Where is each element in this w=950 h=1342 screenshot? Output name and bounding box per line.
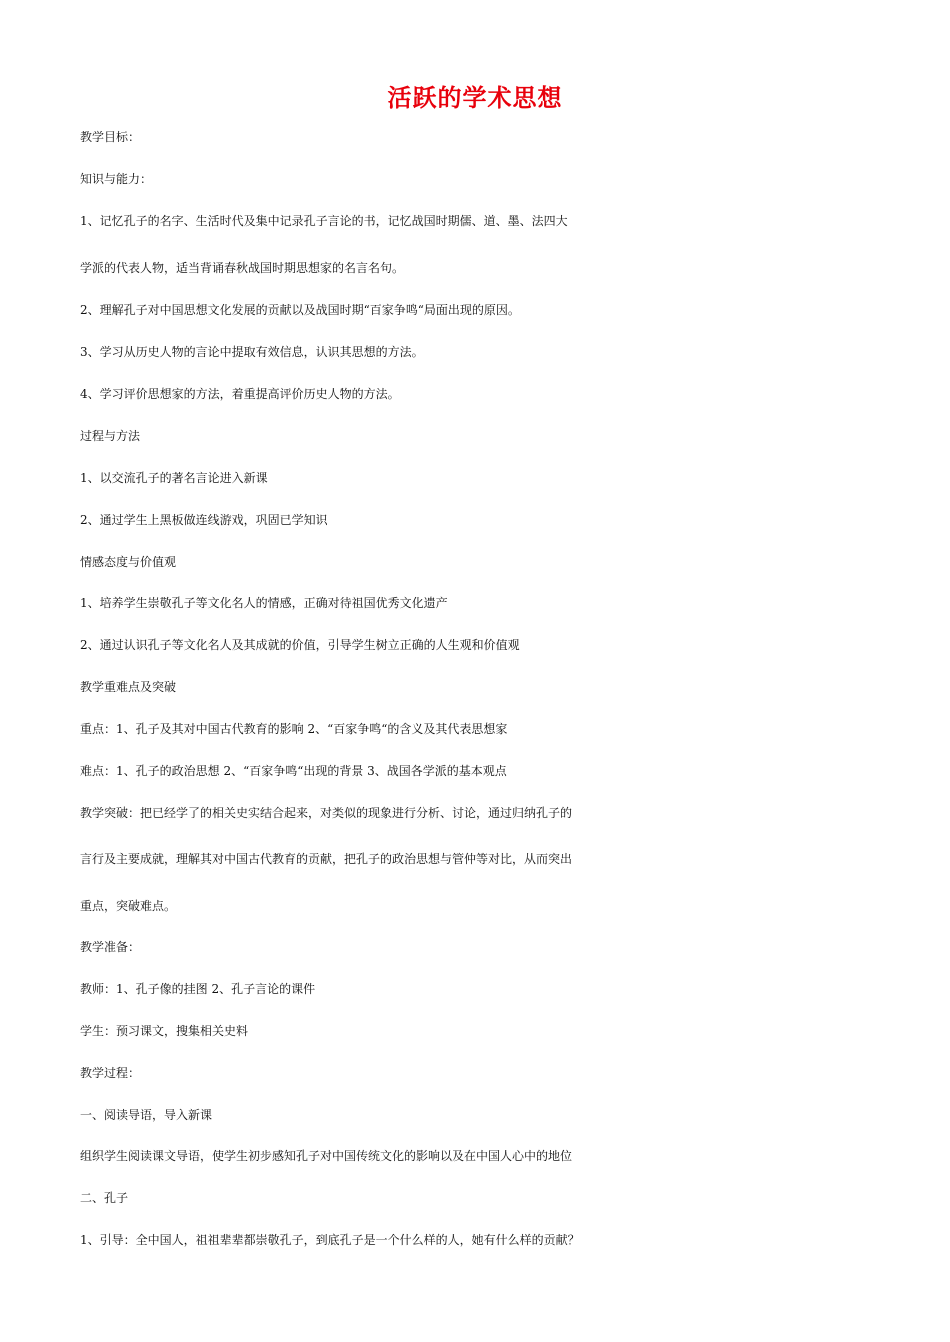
paragraph-line: 2、通过认识孔子等文化名人及其成就的价值，引导学生树立正确的人生观和价值观 [80,638,520,652]
paragraph-line: 教学突破：把已经学了的相关史实结合起来，对类似的现象进行分析、讨论，通过归纳孔子的 [80,806,573,820]
paragraph-line: 组织学生阅读课文导语，使学生初步感知孔子对中国传统文化的影响以及在中国人心中的地位 [80,1149,573,1163]
heading-teaching-preparation: 教学准备： [80,940,141,954]
paragraph-line: 3、学习从历史人物的言论中提取有效信息，认识其思想的方法。 [80,345,424,359]
section-heading: 二、孔子 [80,1191,129,1205]
heading-knowledge-ability: 知识与能力： [80,172,153,186]
section-heading: 一、阅读导语，导入新课 [80,1108,213,1122]
paragraph-line: 言行及主要成就，理解其对中国古代教育的贡献，把孔子的政治思想与管仲等对比，从而突出 [80,852,573,866]
paragraph-line: 2、通过学生上黑板做连线游戏，巩固已学知识 [80,513,328,527]
paragraph-line: 1、以交流孔子的著名言论进入新课 [80,471,268,485]
paragraph-line: 学派的代表人物，适当背诵春秋战国时期思想家的名言名句。 [80,261,405,275]
paragraph-line: 1、培养学生崇敬孔子等文化名人的情感，正确对待祖国优秀文化遗产 [80,596,448,610]
paragraph-line: 难点：1、孔子的政治思想 2、“百家争鸣“出现的背景 3、战国各学派的基本观点 [80,764,507,778]
heading-emotion-values: 情感态度与价值观 [80,555,177,569]
heading-process-method: 过程与方法 [80,429,141,443]
heading-key-difficult-points: 教学重难点及突破 [80,680,177,694]
paragraph-line: 1、记忆孔子的名字、生活时代及集中记录孔子言论的书，记忆战国时期儒、道、墨、法四大 [80,214,568,228]
paragraph-line: 1、引导：全中国人，祖祖辈辈都崇敬孔子，到底孔子是一个什么样的人，她有什么样的贡献？ [80,1233,580,1247]
heading-teaching-process: 教学过程： [80,1066,141,1080]
paragraph-line: 2、理解孔子对中国思想文化发展的贡献以及战国时期“百家争鸣“局面出现的原因。 [80,303,520,317]
paragraph-line: 教师：1、孔子像的挂图 2、孔子言论的课件 [80,982,316,996]
heading-teaching-goals: 教学目标： [80,130,141,144]
paragraph-line: 重点：1、孔子及其对中国古代教育的影响 2、“百家争鸣“的含义及其代表思想家 [80,722,508,736]
paragraph-line: 重点，突破难点。 [80,899,177,913]
paragraph-line: 学生：预习课文，搜集相关史料 [80,1024,249,1038]
paragraph-line: 4、学习评价思想家的方法，着重提高评价历史人物的方法。 [80,387,400,401]
document-title: 活跃的学术思想 [387,84,563,112]
